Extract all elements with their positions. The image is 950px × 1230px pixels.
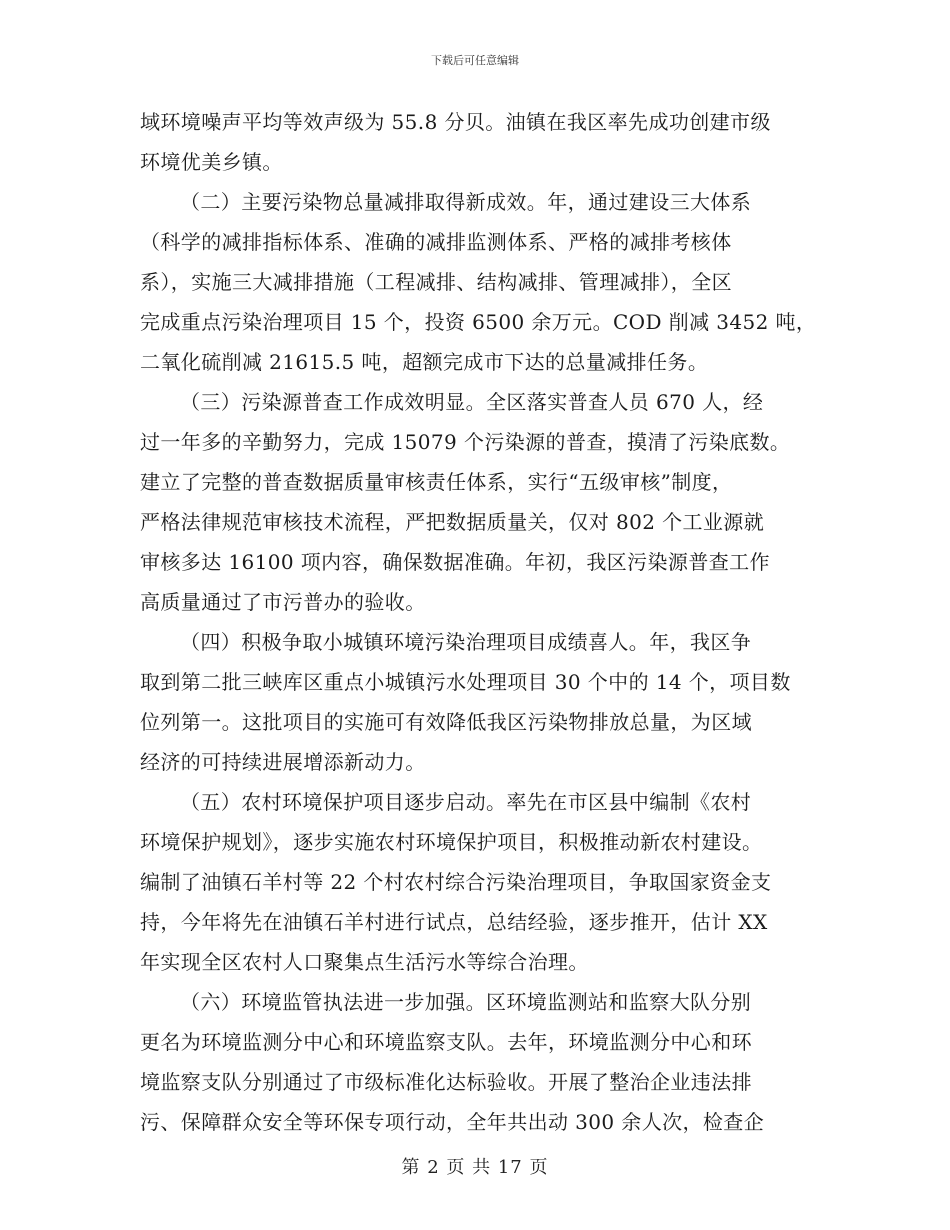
text-line: 更名为环境监测分中心和环境监察支队。去年，环境监测分中心和环 [140,1030,752,1054]
paragraph-6 [140,982,812,1142]
paragraph-5 [140,782,812,982]
text-line: 过一年多的辛勤努力，完成 15079 个污染源的普查，摸清了污染底数。 [140,430,791,454]
page-header: 下载后可任意编辑 [431,54,519,67]
text-line: 取到第二批三峡库区重点小城镇污水处理项目 30 个中的 14 个，项目数 [140,670,791,694]
paragraph-3 [140,382,812,622]
text-line: 环境优美乡镇。 [140,150,283,174]
text-line: （四）积极争取小城镇环境污染治理项目成绩喜人。年，我区争 [180,630,752,654]
text-line: 系），实施三大减排措施（工程减排、结构减排、管理减排），全区 [140,270,732,294]
text-line: 年实现全区农村人口聚集点生活污水等综合治理。 [140,950,589,974]
text-line: 审核多达 16100 项内容，确保数据准确。年初，我区污染源普查工作 [140,550,770,574]
text-line: 建立了完整的普查数据质量审核责任体系，实行“五级审核”制度， [140,470,733,494]
text-line: 高质量通过了市污普办的验收。 [140,590,426,614]
text-line: （二）主要污染物总量减排取得新成效。年，通过建设三大体系 [180,190,752,214]
text-line: （科学的减排指标体系、准确的减排监测体系、严格的减排考核体 [140,230,732,254]
paragraph-1 [140,102,812,182]
text-line: 持，今年将先在油镇石羊村进行试点，总结经验，逐步推开，估计 XX [140,910,768,934]
text-line: 环境保护规划》，逐步实施农村环境保护项目，积极推动新农村建设。 [140,830,763,854]
text-line: 污、保障群众安全等环保专项行动，全年共出动 300 余人次，检查企 [140,1110,765,1134]
text-line: 严格法律规范审核技术流程，严把数据质量关，仅对 802 个工业源就 [140,510,765,534]
text-line: （六）环境监管执法进一步加强。区环境监测站和监察大队分别 [180,990,752,1014]
text-line: 编制了油镇石羊村等 22 个村农村综合污染治理项目，争取国家资金支 [140,870,772,894]
text-line: （三）污染源普查工作成效明显。全区落实普查人员 670 人，经 [180,390,764,414]
text-line: 二氧化硫削减 21615.5 吨，超额完成市下达的总量减排任务。 [140,350,709,374]
text-line: 经济的可持续进展增添新动力。 [140,750,426,774]
text-line: 位列第一。这批项目的实施可有效降低我区污染物排放总量，为区域 [140,710,752,734]
page-number-footer: 第 2 页 共 17 页 [401,1157,549,1178]
text-line: （五）农村环境保护项目逐步启动。率先在市区县中编制《农村 [180,790,752,814]
text-line: 完成重点污染治理项目 15 个，投资 6500 余万元。COD 削减 3452 吨， [140,310,817,334]
text-line: 域环境噪声平均等效声级为 55.8 分贝。油镇在我区率先成功创建市级 [140,110,771,134]
paragraph-4 [140,622,812,782]
document-body [140,102,817,1142]
paragraph-2 [140,182,817,382]
text-line: 境监察支队分别通过了市级标准化达标验收。开展了整治企业违法排 [140,1070,752,1094]
